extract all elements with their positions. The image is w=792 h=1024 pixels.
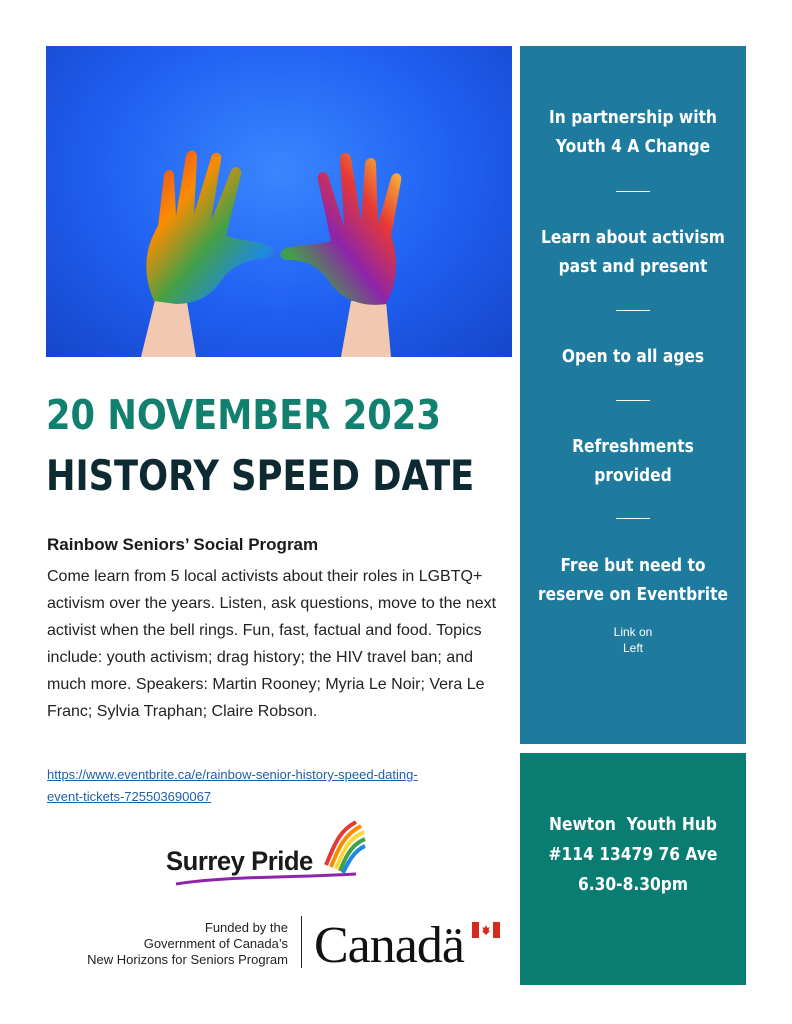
free-line-2: reserve on Eventbrite: [537, 584, 729, 605]
free-line-1: Free but need to: [560, 555, 706, 576]
divider-rule: [616, 191, 650, 192]
info-sidebar: [520, 46, 746, 744]
divider-rule: [616, 310, 650, 311]
funding-divider: [301, 916, 302, 968]
event-date: 20 NOVEMBER 2023: [46, 391, 441, 439]
funded-line-3: New Horizons for Seniors Program: [87, 952, 288, 967]
all-ages-line: Open to all ages: [561, 346, 705, 367]
venue-address: #114 13479 76 Ave: [548, 844, 718, 865]
activism-line-2: past and present: [558, 256, 708, 277]
eventbrite-link[interactable]: [47, 764, 507, 808]
refreshments-line-1: Refreshments: [572, 436, 694, 457]
link-note-line-2: Left: [622, 641, 643, 655]
funded-line-1: Funded by the: [204, 920, 288, 935]
canada-wordmark: [314, 912, 504, 972]
link-note-line-1: Link on: [613, 625, 653, 639]
surrey-pride-logo: [166, 820, 366, 890]
venue-box: [520, 753, 746, 985]
partnership-line-1: In partnership with: [549, 107, 717, 128]
activism-line-1: Learn about activism: [541, 227, 725, 248]
eventbrite-link-line-2[interactable]: event-tickets-725503690067: [47, 789, 212, 804]
rainbow-hands-illustration: [46, 46, 512, 357]
funded-line-2: Government of Canada’s: [143, 936, 288, 951]
eventbrite-link-line-1[interactable]: https://www.eventbrite.ca/e/rainbow-senior-history-speed-dating-: [47, 767, 418, 782]
refreshments-line-2: provided: [594, 465, 672, 486]
event-title: HISTORY SPEED DATE: [46, 451, 475, 500]
venue-name: Newton Youth Hub: [549, 814, 717, 835]
hero-photo: [46, 46, 512, 357]
divider-rule: [616, 518, 650, 519]
left-hand: [141, 151, 275, 357]
canada-flag-icon: [472, 922, 500, 938]
program-description: Come learn from 5 local activists about their roles in LGBTQ+ activism over the years. Listen, ask questions, move to the next activist when the bell rings. Fun, fast, factual and food. Topics include: youth activism; drag history; the HIV travel ban; and much more. Speakers: Martin Rooney; Myria Le Noir; Vera Le Franc; Sylvia Traphan; Claire Robson.: [47, 568, 497, 720]
event-time: 6.30-8.30pm: [577, 874, 689, 895]
canada-word: Canadä: [314, 917, 464, 974]
partnership-line-2: Youth 4 A Change: [555, 136, 711, 157]
funding-credit: [40, 920, 288, 968]
surrey-pride-wordmark: Surrey Pride: [166, 846, 313, 876]
program-heading: Rainbow Seniors’ Social Program: [47, 535, 319, 554]
divider-rule: [616, 400, 650, 401]
right-hand: [280, 153, 401, 357]
